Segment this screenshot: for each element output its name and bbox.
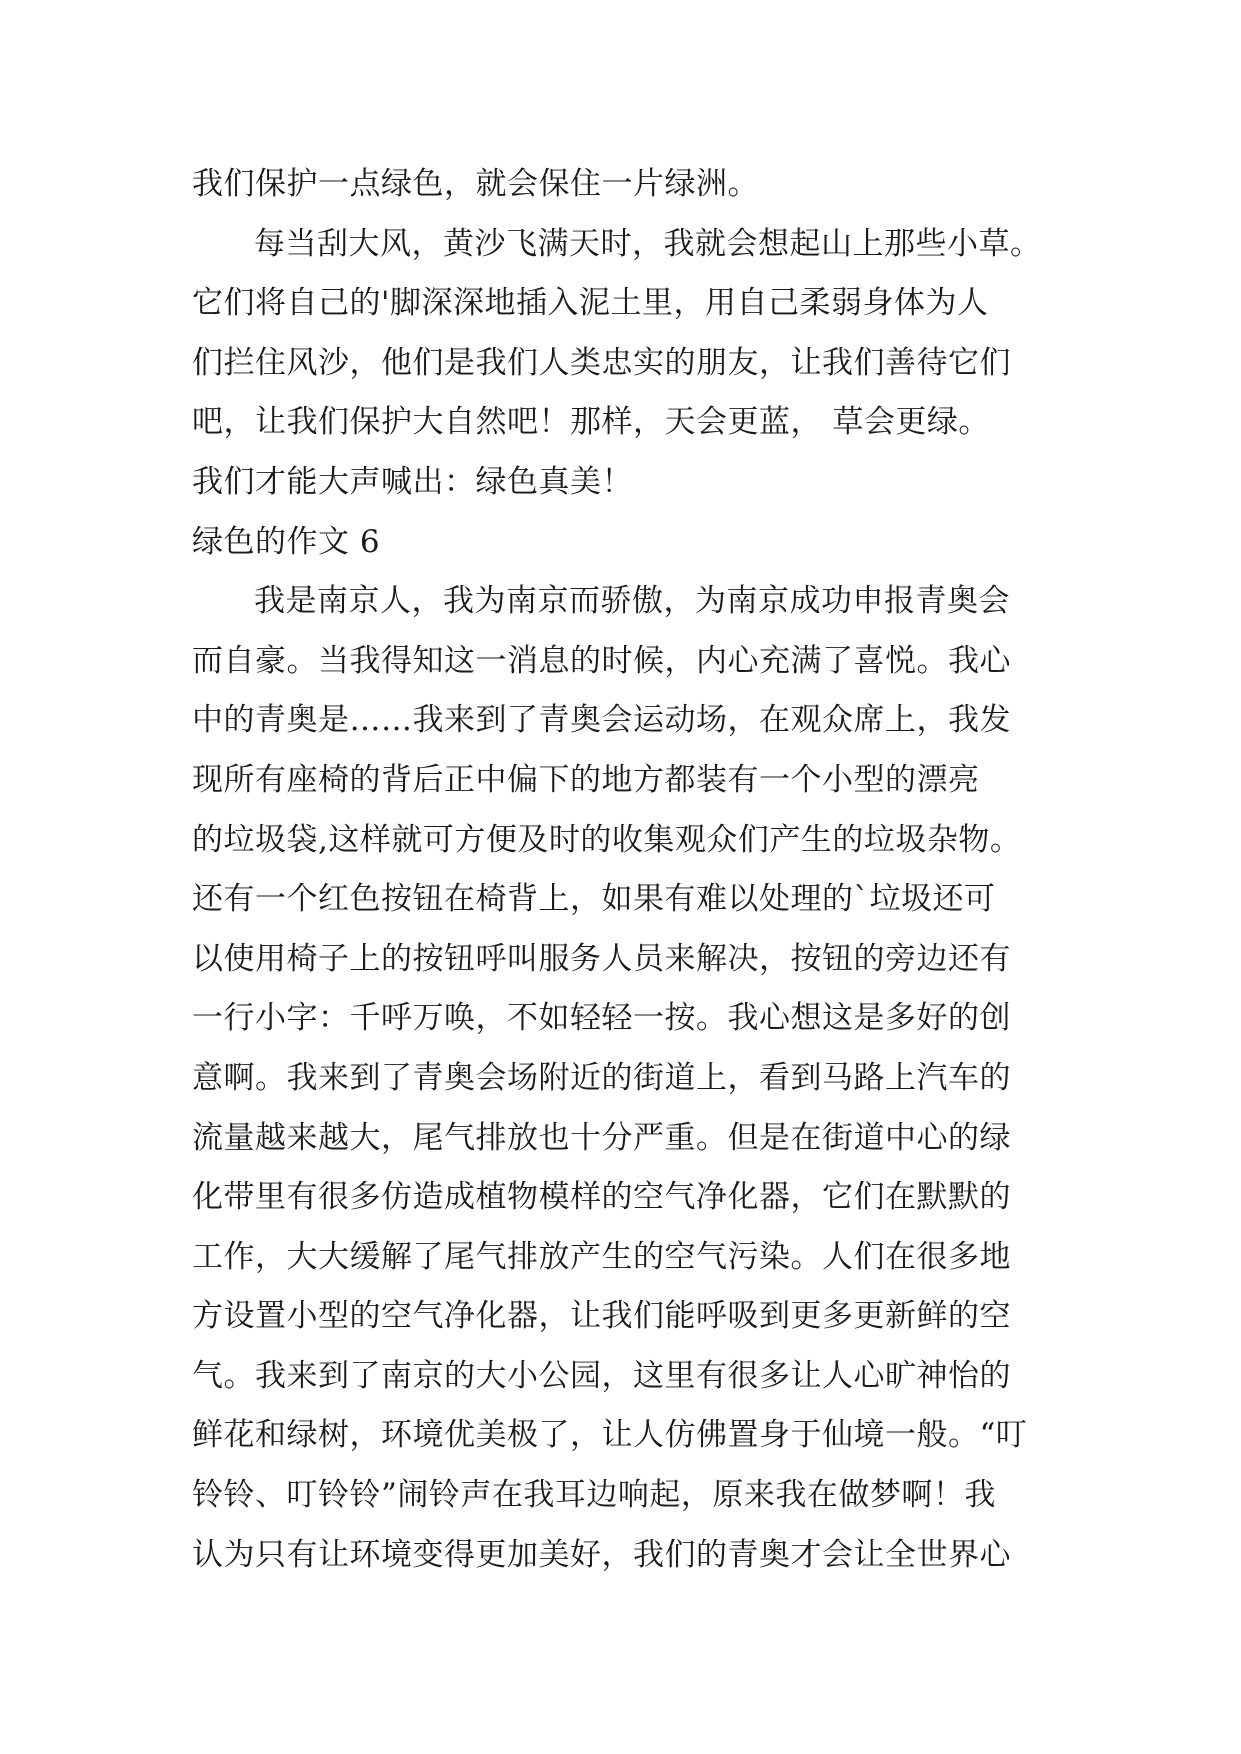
text-line: 方设置小型的空气净化器，让我们能呼吸到更多更新鲜的空 xyxy=(192,1298,1011,1335)
text-line: 鲜花和绿树，环境优美极了，让人仿佛置身于仙境一般。“叮 xyxy=(192,1417,1028,1454)
paragraph-start-line: 我是南京人，我为南京而骄傲，为南京成功申报青奥会 xyxy=(254,583,1010,620)
text-line: 它们将自己的'脚深深地插入泥土里，用自己柔弱身体为人 xyxy=(192,285,989,322)
text-line: 气。我来到了南京的大小公园，这里有很多让人心旷神怡的 xyxy=(192,1357,1011,1394)
text-line: 以使用椅子上的按钮呼叫服务人员来解决，按钮的旁边还有 xyxy=(192,940,1011,977)
section-heading: 绿色的作文 6 xyxy=(192,523,381,560)
text-line: 而自豪。当我得知这一消息的时候，内心充满了喜悦。我心 xyxy=(192,642,1011,679)
text-line: 工作，大大缓解了尾气排放产生的空气污染。人们在很多地 xyxy=(192,1238,1011,1275)
essay-body xyxy=(192,155,1052,1585)
text-line: 中的青奥是……我来到了青奥会运动场，在观众席上，我发 xyxy=(192,702,1011,739)
paragraph-start-line: 每当刮大风，黄沙飞满天时，我就会想起山上那些小草。 xyxy=(254,225,1042,262)
text-line: 的垃圾袋,这样就可方便及时的收集观众们产生的垃圾杂物。 xyxy=(192,821,1022,858)
text-line: 流量越来越大，尾气排放也十分严重。但是在街道中心的绿 xyxy=(192,1119,1011,1156)
text-line: 化带里有很多仿造成植物模样的空气净化器，它们在默默的 xyxy=(192,1179,1011,1216)
text-line: 我们保护一点绿色，就会保住一片绿洲。 xyxy=(192,166,759,202)
text-line: 们拦住风沙，他们是我们人类忠实的朋友，让我们善待它们 xyxy=(192,344,1011,381)
text-line: 铃铃、叮铃铃”闹铃声在我耳边响起，原来我在做梦啊！我 xyxy=(192,1477,996,1514)
text-line: 我们才能大声喊出：绿色真美！ xyxy=(192,463,633,500)
text-line: 还有一个红色按钮在椅背上，如果有难以处理的`垃圾还可 xyxy=(192,881,996,918)
text-line: 现所有座椅的背后正中偏下的地方都装有一个小型的漂亮 xyxy=(192,761,980,798)
text-line: 认为只有让环境变得更加美好，我们的青奥才会让全世界心 xyxy=(192,1536,1011,1573)
text-line: 意啊。我来到了青奥会场附近的街道上，看到马路上汽车的 xyxy=(192,1059,1011,1096)
text-line: 吧，让我们保护大自然吧！那样，天会更蓝， 草会更绿。 xyxy=(192,404,990,441)
text-line: 一行小字：千呼万唤，不如轻轻一按。我心想这是多好的创 xyxy=(192,1000,1011,1037)
